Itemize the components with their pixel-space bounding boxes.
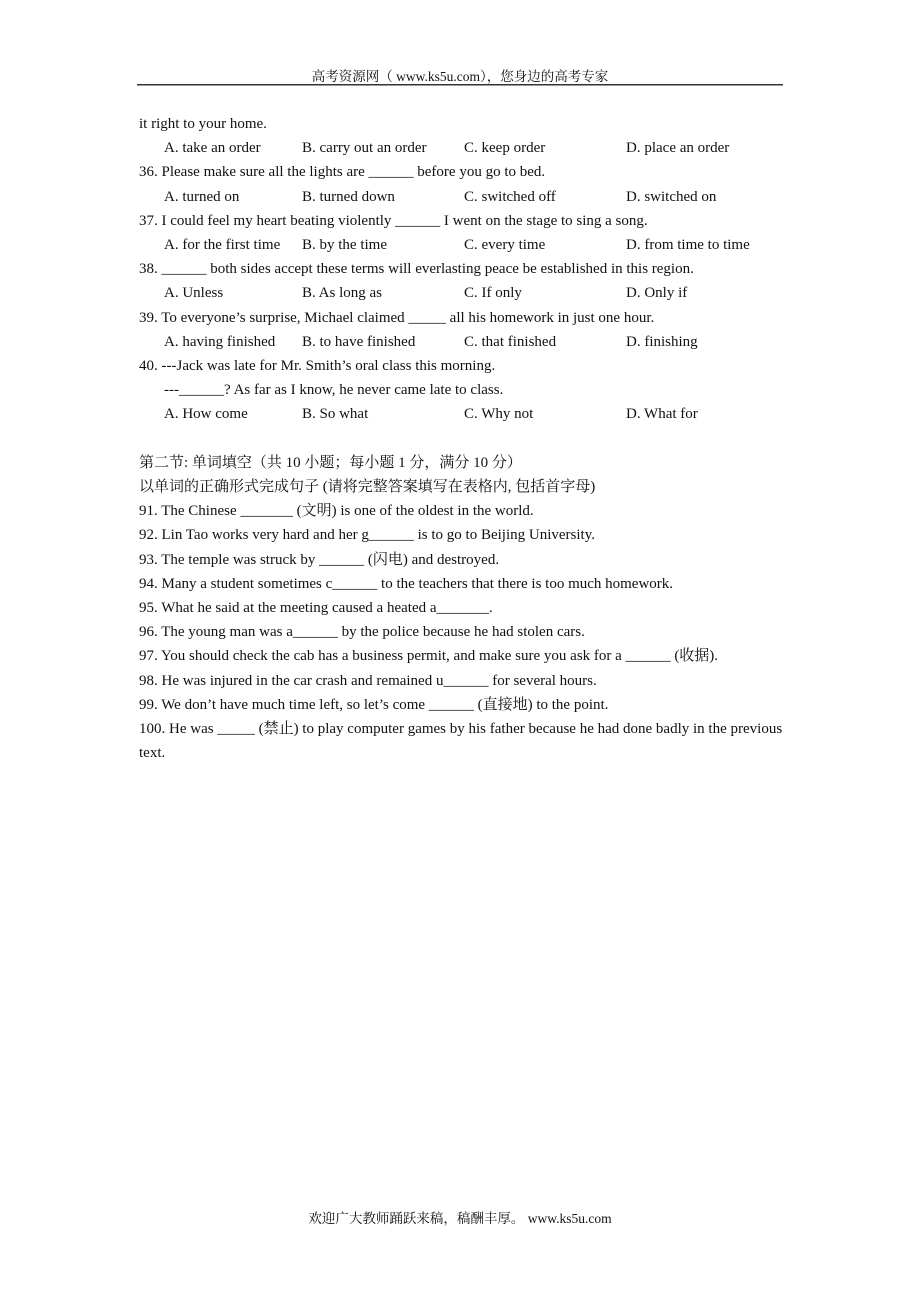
page-footer: 欢迎广大教师踊跃来稿，稿酬丰厚。 www.ks5u.com (308, 1211, 612, 1226)
fill-item-98: 98. He was injured in the car crash and remained u______ for several hours. (139, 672, 597, 689)
option-c: C. keep order (464, 140, 546, 157)
option-a: A. having finished (164, 333, 276, 350)
option-c: C. Why not (464, 406, 534, 423)
option-d: D. place an order (626, 140, 730, 157)
option-d: D. What for (626, 406, 698, 423)
fill-item-91: 91. The Chinese _______ (文明) is one of the oldest in the world. (139, 503, 534, 520)
question-35-tail: it right to your home. (139, 116, 267, 132)
fill-item-95: 95. What he said at the meeting caused a heated a_______. (139, 599, 493, 616)
question-40-options (139, 402, 785, 426)
option-b: B. to have finished (302, 333, 416, 350)
option-a: A. turned on (164, 188, 240, 205)
option-b: B. carry out an order (302, 140, 427, 157)
question-38-options (139, 281, 785, 305)
option-d: D. Only if (626, 285, 688, 302)
fill-item-100: 100. He was _____ (禁止) to play computer games by his father because he had done badly in the previous text. (139, 720, 783, 762)
question-36: 36. Please make sure all the lights are ______ before you go to bed. (139, 164, 546, 181)
option-c: C. that finished (464, 333, 557, 350)
header-rule (137, 84, 783, 86)
option-d: D. finishing (626, 333, 698, 350)
section-instruction: 以单词的正确形式完成句子 (请将完整答案填写在表格内, 包括首字母) (139, 478, 596, 495)
option-a: A. take an order (164, 140, 261, 157)
section-title: 第二节: 单词填空（共 10 小题；每小题 1 分，满分 10 分） (139, 454, 522, 471)
option-a: A. Unless (164, 285, 224, 302)
option-d: D. switched on (626, 188, 717, 205)
option-a: A. How come (164, 406, 248, 423)
option-b: B. So what (302, 406, 369, 423)
question-39: 39. To everyone’s surprise, Michael claimed _____ all his homework in just one hour. (139, 309, 655, 326)
page-header: 高考资源网（ www.ks5u.com），您身边的高考专家 (311, 69, 609, 84)
option-b: B. by the time (302, 236, 387, 253)
question-37-options (139, 233, 785, 257)
question-37: 37. I could feel my heart beating violently ______ I went on the stage to sing a song. (139, 212, 648, 229)
question-38: 38. ______ both sides accept these terms will everlasting peace be established in this region. (139, 261, 694, 278)
question-35-options (139, 136, 785, 160)
option-a: A. for the first time (164, 236, 281, 253)
option-b: B. As long as (302, 285, 383, 302)
spacer (139, 427, 785, 451)
question-40-reply: ---______? As far as I know, he never came late to class. (164, 382, 504, 399)
document-body (139, 112, 785, 765)
option-c: C. If only (464, 285, 522, 302)
option-b: B. turned down (302, 188, 395, 205)
fill-item-93: 93. The temple was struck by ______ (闪电) and destroyed. (139, 551, 500, 568)
fill-item-97: 97. You should check the cab has a business permit, and make sure you ask for a ______ (收据). (139, 648, 719, 665)
question-39-options (139, 330, 785, 354)
option-c: C. switched off (464, 188, 556, 205)
option-c: C. every time (464, 236, 546, 253)
question-40: 40. ---Jack was late for Mr. Smith’s oral class this morning. (139, 357, 496, 374)
fill-item-96: 96. The young man was a______ by the police because he had stolen cars. (139, 624, 585, 641)
option-d: D. from time to time (626, 236, 750, 253)
fill-item-92: 92. Lin Tao works very hard and her g______ is to go to Beijing University. (139, 527, 595, 544)
fill-item-94: 94. Many a student sometimes c______ to the teachers that there is too much homework. (139, 575, 674, 592)
fill-item-99: 99. We don’t have much time left, so let’s come ______ (直接地) to the point. (139, 696, 609, 713)
question-36-options (139, 185, 785, 209)
